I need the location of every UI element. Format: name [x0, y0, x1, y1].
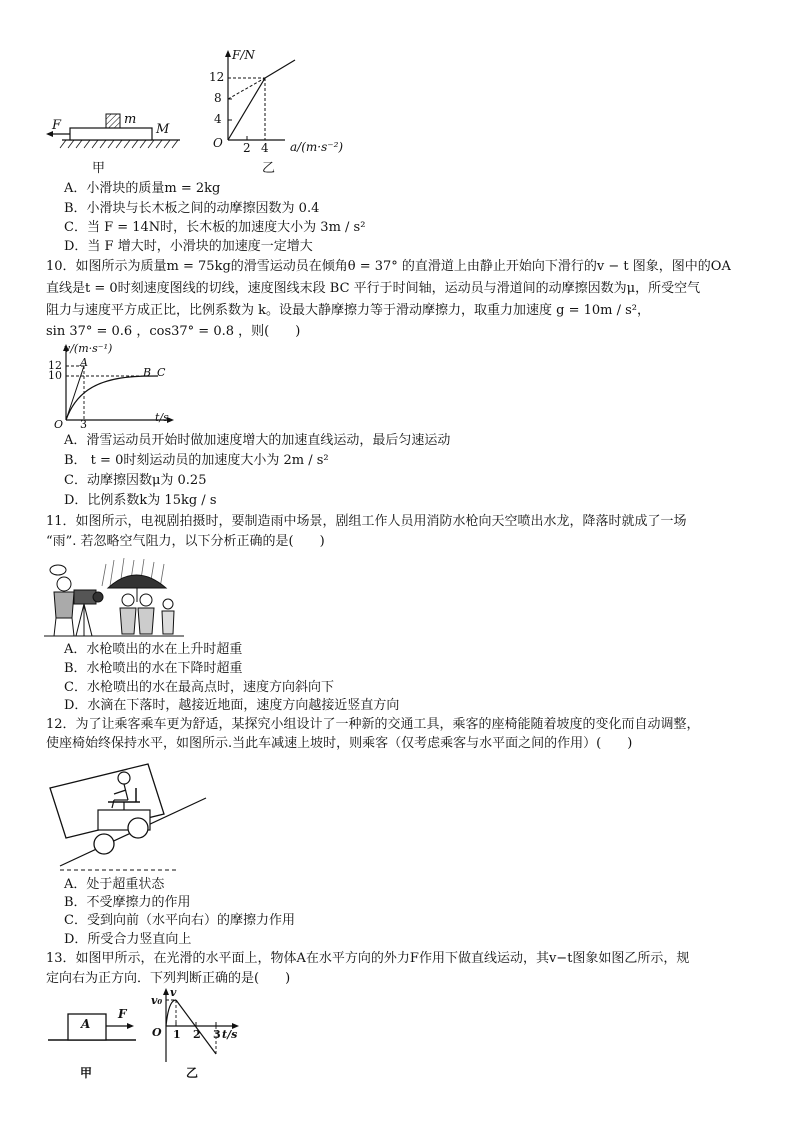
- q9-option-a: A．小滑块的质量m = 2kg: [64, 181, 221, 196]
- q10-option-c: C．动摩擦因数μ为 0.25: [64, 473, 207, 488]
- q10-stem-line-4: sin 37° = 0.6 ，cos37° = 0.8 ，则( ): [46, 324, 301, 339]
- q10-option-d: D．比例系数k为 15kg / s: [64, 493, 217, 508]
- x-tick-2: 2: [243, 141, 251, 155]
- q13-axis-t: t/s: [222, 1028, 238, 1041]
- q13-figure-jia: [44, 1000, 144, 1060]
- q10-x-tick-3: 3: [80, 418, 87, 431]
- q10-point-C: C: [157, 366, 166, 379]
- y-tick-4: 4: [214, 112, 222, 126]
- q12-option-d: D．所受合力竖直向上: [64, 932, 192, 947]
- q10-axis-v: v/(m·s⁻¹): [64, 342, 113, 355]
- label-jia: 甲: [92, 161, 106, 176]
- q13-origin-O: O: [152, 1026, 162, 1039]
- q11-option-d: D．水滴在下落时，越接近地面，速度方向越接近竖直方向: [64, 698, 400, 713]
- q11-stem-line-1: 11．如图所示，电视剧拍摄时，要制造雨中场景，剧组工作人员用消防水枪向天空喷出水龙，降落时就成了一场: [46, 514, 687, 529]
- q12-option-a: A．处于超重状态: [64, 877, 165, 892]
- q11-option-a: A．水枪喷出的水在上升时超重: [64, 642, 243, 657]
- q11-option-c: C．水枪喷出的水在最高点时，速度方向斜向下: [64, 680, 334, 695]
- q13-block-A: A: [81, 1017, 91, 1031]
- q11-stem-line-2: “雨”. 若忽略空气阻力，以下分析正确的是( ): [46, 534, 325, 549]
- q10-stem-line-3: 阻力与速度平方成正比，比例系数为 k。设最大静摩擦力等于滑动摩擦力，取重力加速度 g = 10m / s²，: [46, 303, 651, 318]
- q13-stem-line-1: 13．如图甲所示，在光滑的水平面上，物体A在水平方向的外力F作用下做直线运动，其v−t图象如图乙所示，规: [46, 951, 690, 966]
- q13-stem-line-2: 定向右为正方向．下列判断正确的是( ): [46, 971, 291, 986]
- origin-O-top: O: [213, 136, 223, 150]
- label-yi: 乙: [262, 161, 276, 176]
- q10-stem-line-1: 10．如图所示为质量m = 75kg的滑雪运动员在倾角θ = 37° 的直滑道上由静止开始向下滑行的v − t 图象，图中的OA: [46, 259, 731, 274]
- q13-tick-1: 1: [173, 1028, 181, 1041]
- figure-jia-block-board: [40, 100, 190, 175]
- q13-tick-3: 3: [213, 1028, 221, 1041]
- x-tick-4: 4: [261, 141, 269, 155]
- q12-option-c: C．受到向前（水平向右）的摩擦力作用: [64, 913, 295, 928]
- label-M: M: [156, 122, 170, 137]
- q12-stem-line-2: 使座椅始终保持水平，如图所示.当此车减速上坡时，则乘客（仅考虑乘客与水平面之间的作用）( ): [46, 736, 633, 751]
- q10-point-A: A: [80, 356, 88, 369]
- q13-v0-label: v₀: [151, 994, 163, 1007]
- q13-axis-v: v: [170, 986, 177, 999]
- q9-option-d: D．当 F 增大时，小滑块的加速度一定增大: [64, 239, 313, 254]
- q10-option-a: A．滑雪运动员开始时做加速度增大的加速直线运动，最后匀速运动: [64, 433, 451, 448]
- y-tick-8: 8: [214, 91, 222, 105]
- q11-option-b: B．水枪喷出的水在下降时超重: [64, 661, 243, 676]
- q12-option-b: B．不受摩擦力的作用: [64, 895, 191, 910]
- axis-label-a: a/(m·s⁻²): [290, 140, 344, 154]
- q10-point-B: B: [143, 366, 152, 379]
- axis-label-F: F/N: [232, 48, 255, 62]
- q10-option-b: B． t = 0时刻运动员的加速度大小为 2m / s²: [64, 453, 329, 468]
- q10-stem-line-2: 直线是t = 0时刻速度图线的切线，速度图线末段 BC 平行于时间轴，运动员与滑道间的动摩擦因数为μ，所受空气: [46, 281, 701, 296]
- label-F-jia: F: [52, 118, 62, 133]
- q12-stem-line-1: 12．为了让乘客乘车更为舒适，某探究小组设计了一种新的交通工具，乘客的座椅能随着坡度的变化而自动调整，: [46, 717, 700, 732]
- q10-y-tick-10: 10: [48, 369, 62, 382]
- q9-option-c: C．当 F = 14N时，长木板的加速度大小为 3m / s²: [64, 220, 366, 235]
- q13-figure-yi-vt-graph: [150, 986, 250, 1066]
- q9-option-b: B．小滑块与长木板之间的动摩擦因数为 0.4: [64, 201, 320, 216]
- q11-filming-rain-illustration: [44, 556, 184, 638]
- q10-axis-t: t/s: [155, 411, 169, 424]
- y-tick-12: 12: [209, 70, 225, 84]
- q13-tick-2: 2: [193, 1028, 201, 1041]
- q13-force-F: F: [118, 1007, 127, 1021]
- q10-origin-O: O: [54, 418, 64, 431]
- q13-label-yi: 乙: [186, 1066, 199, 1080]
- label-m: m: [124, 112, 137, 127]
- q12-slope-vehicle-figure: [44, 758, 219, 876]
- q13-label-jia: 甲: [80, 1066, 93, 1080]
- q10-y-tick-12: 12: [48, 359, 62, 372]
